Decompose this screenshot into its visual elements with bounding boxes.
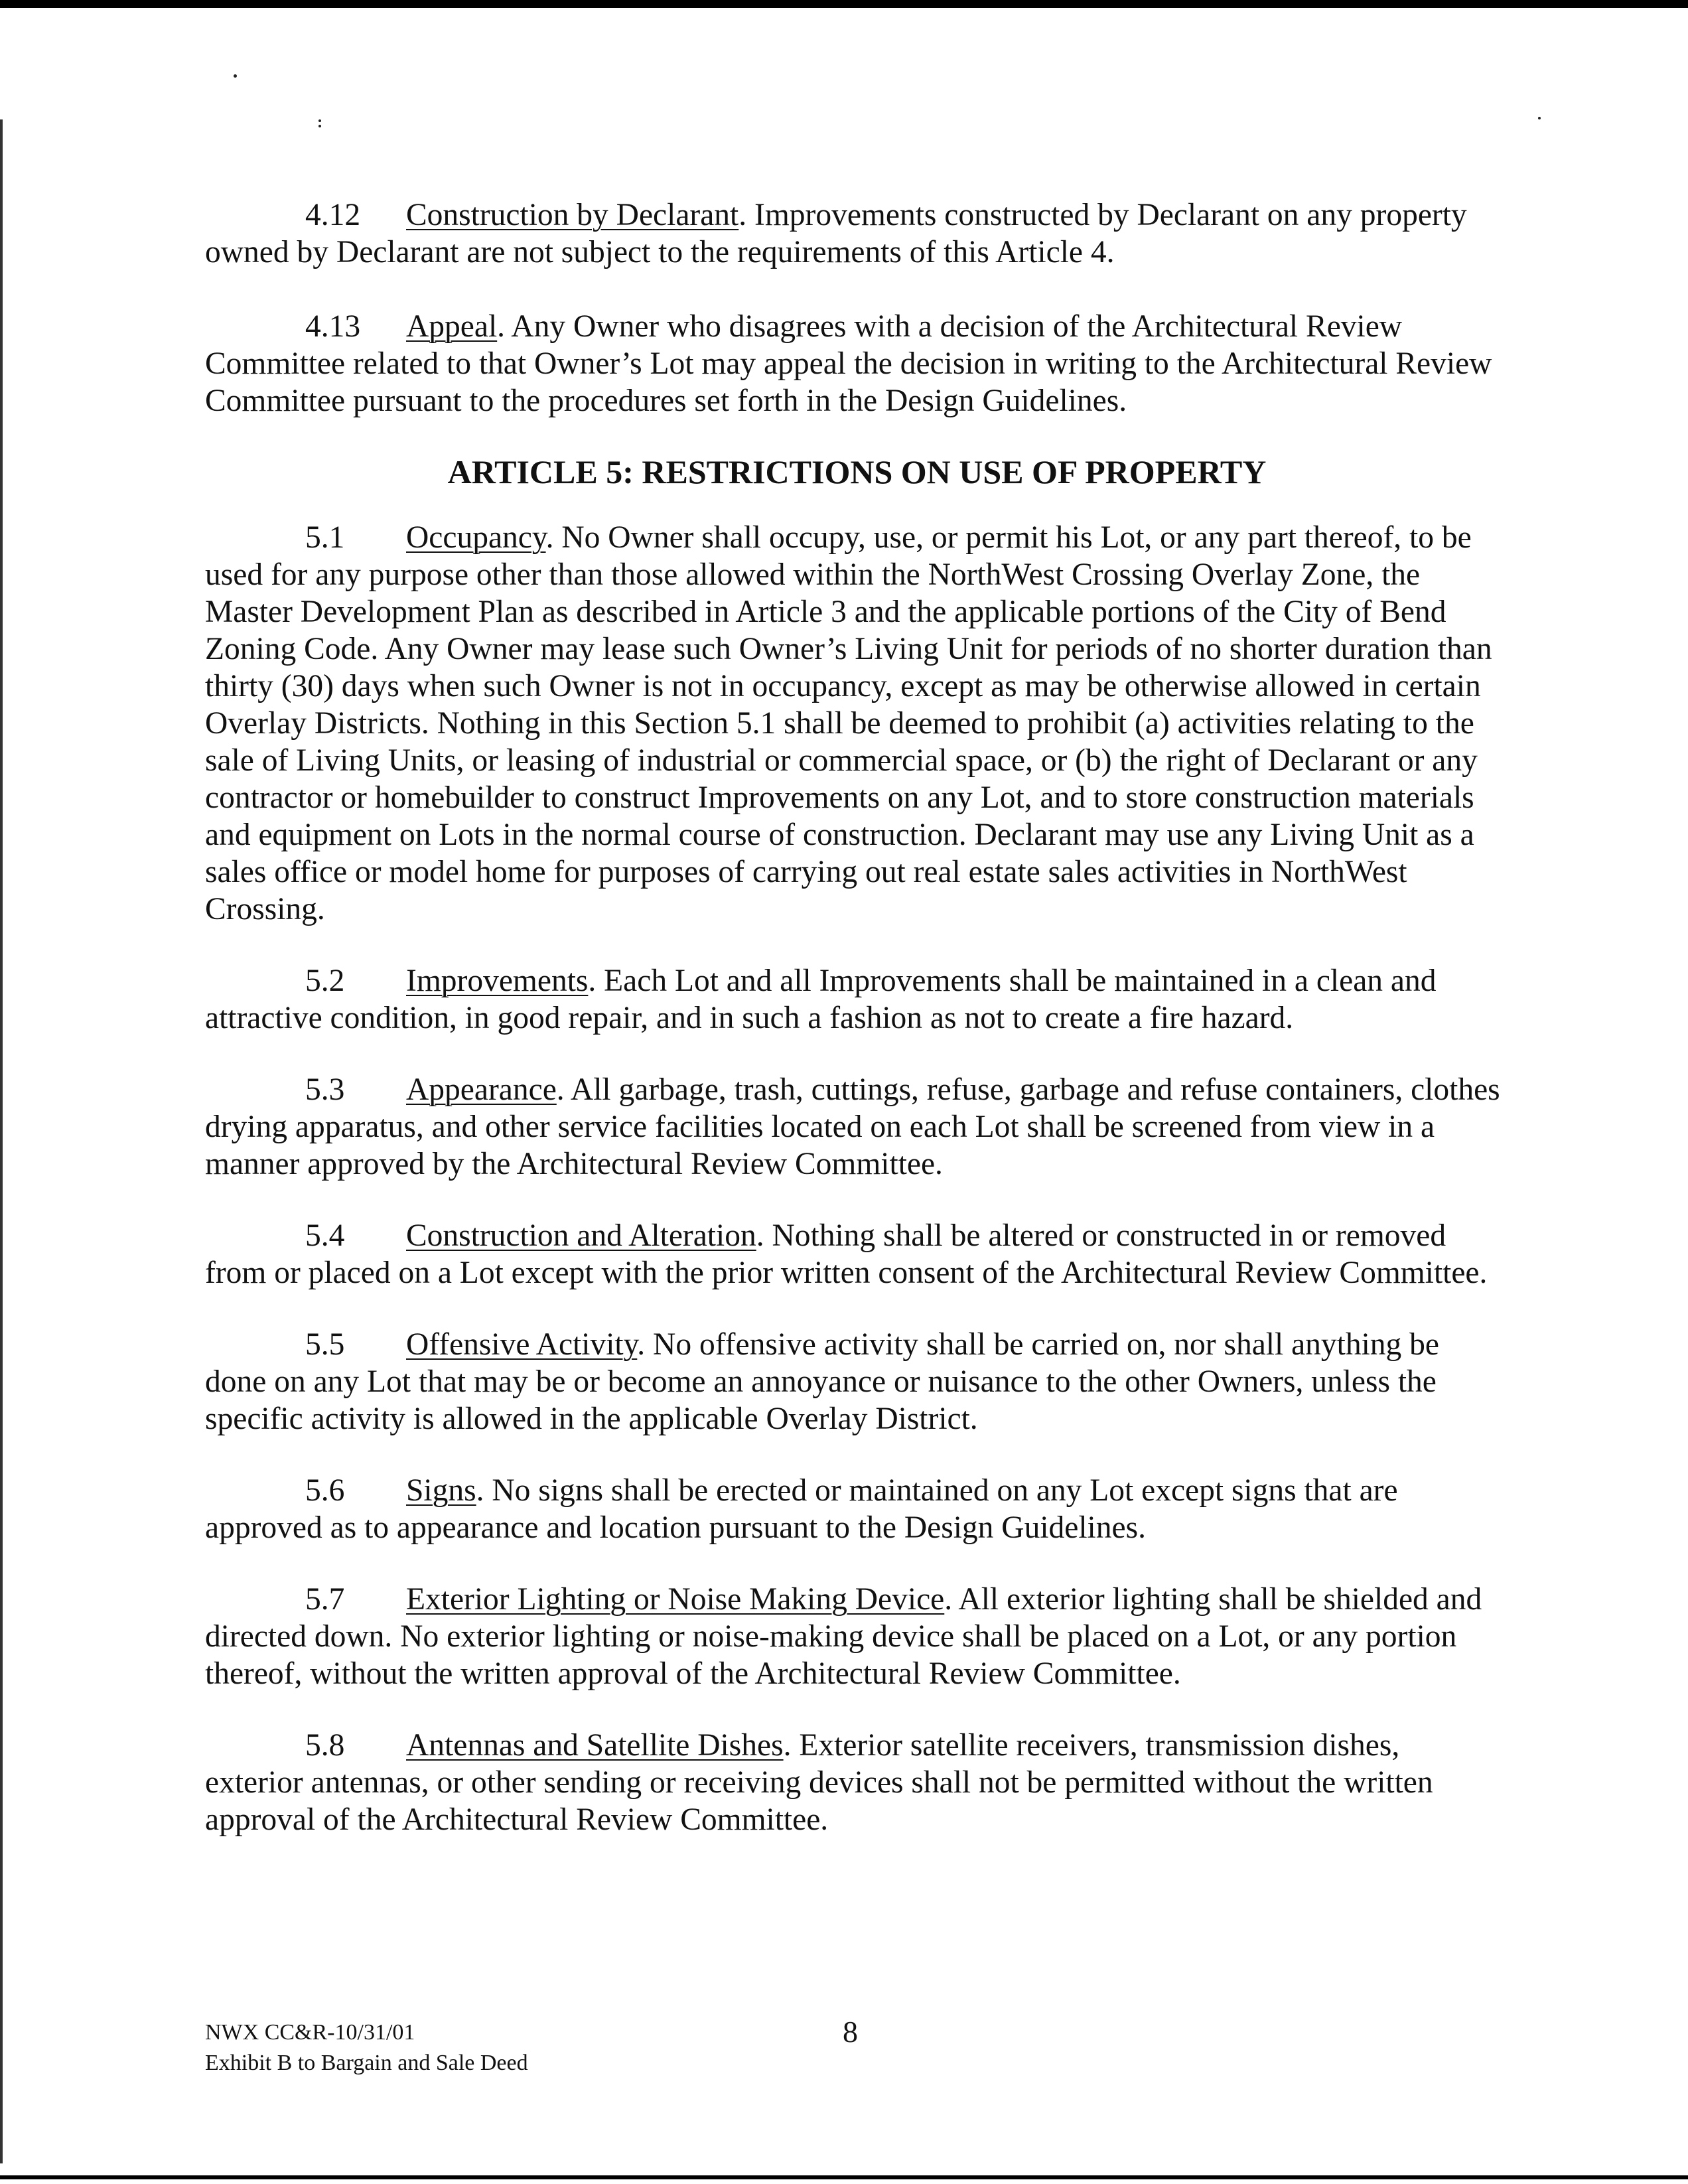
section-number: 5.3 <box>305 1072 345 1107</box>
section-title: Appearance <box>406 1072 557 1107</box>
scan-speck <box>318 125 321 127</box>
footer-exhibit: Exhibit B to Bargain and Sale Deed <box>205 2051 528 2075</box>
section-title: Exterior Lighting or Noise Making Device <box>406 1582 945 1617</box>
section-5-4 <box>205 1217 1502 1291</box>
section-title: Signs <box>406 1473 476 1508</box>
section-number: 5.8 <box>305 1728 345 1763</box>
section-text: . No signs shall be erected or maintained on any Lot except signs that are approved as to appearance and location pursuant to the Design Guidelines. <box>205 1473 1398 1545</box>
section-title: Appeal <box>406 309 498 344</box>
article-heading: ARTICLE 5: RESTRICTIONS ON USE OF PROPERTY <box>447 453 1267 490</box>
section-number: 5.6 <box>305 1473 345 1508</box>
section-5-6 <box>205 1472 1502 1546</box>
section-5-2 <box>205 962 1502 1037</box>
document-body <box>205 196 1502 1838</box>
section-text: . All exterior lighting shall be shielded and directed down. No exterior lighting or noise-making device shall be placed on a Lot, or any portion thereof, without the written approval of the Architectural Review Committee. <box>205 1582 1482 1691</box>
bottom-border <box>0 2175 1688 2179</box>
scan-speck <box>318 119 321 122</box>
section-number: 5.7 <box>305 1582 345 1617</box>
section-5-1 <box>205 519 1502 928</box>
section-number: 5.5 <box>305 1327 345 1362</box>
section-title: Occupancy <box>406 520 546 555</box>
section-title: Antennas and Satellite Dishes <box>406 1728 784 1763</box>
footer-doc-id: NWX CC&R-10/31/01 <box>205 2020 415 2045</box>
section-text: . Each Lot and all Improvements shall be maintained in a clean and attractive condition, in good repair, and in such a fashion as not to create a fire hazard. <box>205 964 1437 1035</box>
section-title: Construction and Alteration <box>406 1218 756 1253</box>
footer-left <box>205 2017 528 2078</box>
section-number: 4.12 <box>305 198 361 232</box>
scan-speck <box>1538 117 1541 119</box>
section-number: 4.13 <box>305 309 361 344</box>
section-4-12 <box>205 196 1502 271</box>
section-5-8 <box>205 1727 1502 1838</box>
section-text: . Nothing shall be altered or constructed in or removed from or placed on a Lot except with the prior written consent of the Architectural Review Committee. <box>205 1218 1488 1290</box>
section-title: Offensive Activity <box>406 1327 638 1362</box>
section-text: . Improvements constructed by Declarant on any property owned by Declarant are not subject to the requirements of this Article 4. <box>205 198 1467 269</box>
section-text: . Exterior satellite receivers, transmission dishes, exterior antennas, or other sending or receiving devices shall not be permitted without the written approval of the Architectural Review Committee. <box>205 1728 1433 1837</box>
section-text: . Any Owner who disagrees with a decision of the Architectural Review Committee related to that Owner’s Lot may appeal the decision in writing to the Architectural Review Committee pursuant to the procedures set forth in the Design Guidelines. <box>205 309 1492 418</box>
page-number: 8 <box>843 2015 858 2049</box>
section-number: 5.2 <box>305 964 345 998</box>
top-border <box>0 0 1688 8</box>
section-5-5 <box>205 1326 1502 1437</box>
section-title: Improvements <box>406 964 589 998</box>
section-number: 5.4 <box>305 1218 345 1253</box>
section-title: Construction by Declarant <box>406 198 739 232</box>
section-text: . All garbage, trash, cuttings, refuse, garbage and refuse containers, clothes drying apparatus, and other service facilities located on each Lot shall be screened from view in a manner approved by the Architectural Review Committee. <box>205 1072 1500 1181</box>
section-text: . No Owner shall occupy, use, or permit his Lot, or any part thereof, to be used for any purpose other than those allowed within the NorthWest Crossing Overlay Zone, the Master Development Plan as described in Article 3 and the applicable portions of the City of Bend Zoning Code. Any Owner may lease such Owner’s Living Unit for periods of no shorter duration than thirty (30) days when such Owner is not in occupancy, except as may be otherwise allowed in certain Overlay Districts. Nothing in this Section 5.1 shall be deemed to prohibit (a) activities relating to the sale of Living Units, or leasing of industrial or commercial space, or (b) the right of Declarant or any contractor or homebuilder to construct Improvements on any Lot, and to store construction materials and equipment on Lots in the normal course of construction. Declarant may use any Living Unit as a sales office or model home for purposes of carrying out real estate sales activities in NorthWest Crossing. <box>205 520 1492 926</box>
left-scan-edge <box>0 119 3 2163</box>
scan-speck <box>234 74 237 78</box>
section-5-7 <box>205 1581 1502 1692</box>
section-text: . No offensive activity shall be carried on, nor shall anything be done on any Lot that may be or become an annoyance or nuisance to the other Owners, unless the specific activity is allowed in the applicable Overlay District. <box>205 1327 1440 1436</box>
section-4-13 <box>205 308 1502 419</box>
section-number: 5.1 <box>305 520 345 555</box>
section-5-3 <box>205 1071 1502 1183</box>
